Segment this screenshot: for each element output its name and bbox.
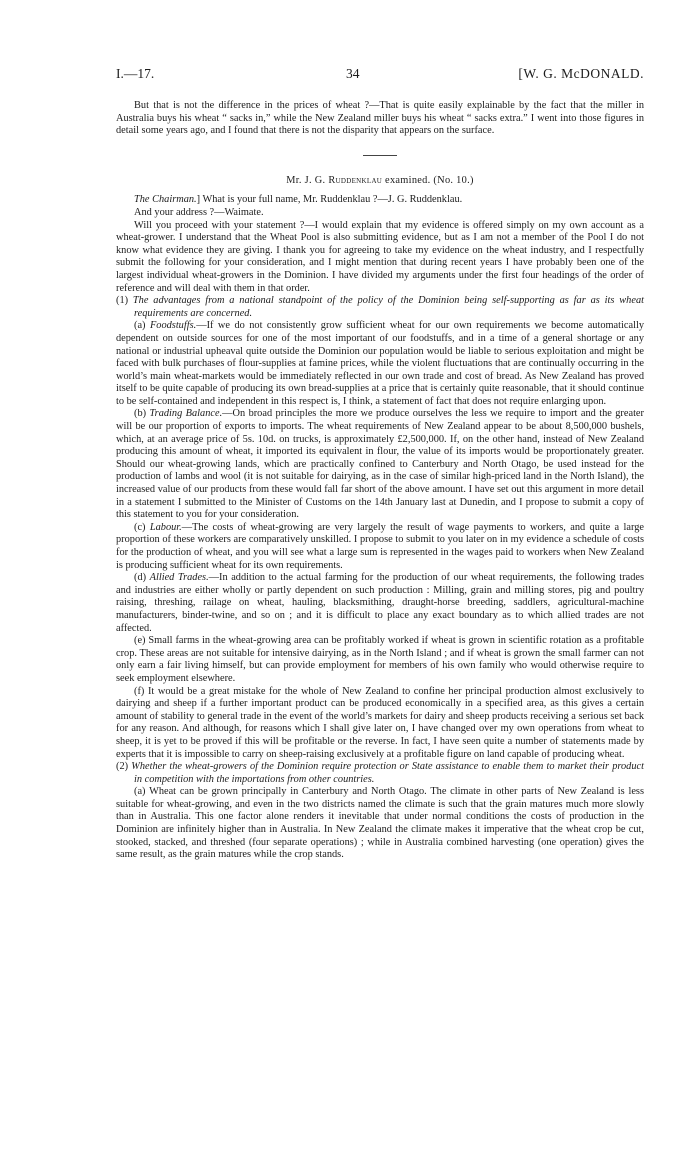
chairman-label: The Chairman. xyxy=(134,194,197,206)
para-f-label: (f) xyxy=(134,685,145,697)
question-name-text: ] What is your full name, Mr. Ruddenklau ?—J. G. Ruddenklau. xyxy=(196,194,463,206)
para-e-small-farms xyxy=(116,635,644,685)
question-address: And your address ?—Waimate. xyxy=(134,206,264,218)
para-e-text: Small farms in the wheat-growing area can be profitably worked if wheat is grown in scientific rotation as a profitable crop. These areas are not suitable for intensive dairying, as in the North Island ; and if wheat is grown the small farmer can not only earn a fair living himself, but can provide employment for members of his own family who would otherwise require to seek employment elsewhere. xyxy=(116,635,644,684)
para-f-stability xyxy=(116,686,644,762)
section-divider xyxy=(363,155,397,156)
para-a-text: —If we do not consistently grow sufficient wheat for our own requirements we become automatically dependent on outside sources for one of the most important of our foodstuffs, and in a time of a general shortage or any national or industrial upheaval quite outside the Dominion our population would be liable to serious exploitation and might be faced with bulk purchases of flour-supplies at famine prices, while the violent fluctuations that are continually occurring in the world’s main wheat-markets would be immediately reflected in our own trade and cost of bread. As New Zealand has proved itself to be quite capable of producing its own bread-supplies at a price that is certainly quite reasonable, that it should continue to be self-contained and independent in this respect is, I think, a statement of fact that does not require enlarging upon. xyxy=(116,320,644,407)
para-2a-climate xyxy=(116,786,644,862)
witness-heading-prefix: Mr. J. G. xyxy=(286,174,326,186)
heading-1-text: The advantages from a national standpoint of the policy of the Dominion being self-supporting as far as its wheat requirements are concerned. xyxy=(132,295,644,319)
para-b-title: Trading Balance. xyxy=(149,408,223,420)
para-a-label: (a) xyxy=(134,320,146,332)
heading-2-text: Whether the wheat-growers of the Dominion require protection or State assistance to enable them to market their product in competition with the importations from other countries. xyxy=(131,761,644,785)
report-code: I.—17. xyxy=(116,66,155,81)
para-b-label: (b) xyxy=(134,408,147,420)
para-b-trading-balance xyxy=(116,408,644,521)
para-f-text: It would be a great mistake for the whole of New Zealand to confine her principal production almost exclusively to dairying and sheep if a further important product can be produced economically in a specified area, as this gives a certain amount of stability to general trade in the event of the world’s markets for dairy and sheep products receiving a serious set back for any reason. And although, for reasons which I shall give later on, I have changed over my own operations from wheat to sheep, it is yet to be proved if this will be profitable or the reverse. In fact, I have seen quite a number of statements made by experts that it is impossible to carry on sheep-raising exclusively at a profitable figure on land capable of producing wheat. xyxy=(116,685,644,760)
para-a-title: Foodstuffs. xyxy=(149,320,197,332)
page-number: 34 xyxy=(346,66,360,81)
witness-heading-name: Ruddenklau xyxy=(328,174,383,186)
para-2a-text: Wheat can be grown principally in Canterbury and North Otago. The climate in other parts of New Zealand is less suitable for wheat-growing, and even in the two districts named the climate is such that the grain matures much more slowly than in Australia. This one factor alone renders it inevitable that under normal conditions the costs of production in the Dominion are infinitely higher than in Australia. In New Zealand the climate makes it imperative that the wheat crop be cut, stooked, stacked, and threshed (four separate operations) ; while in Australia combined harvesting (one operation) gives the same result, as the grain matures while the crop stands. xyxy=(116,786,644,861)
question-name xyxy=(116,194,644,207)
para-d-title: Allied Trades. xyxy=(149,572,209,584)
para-a-foodstuffs xyxy=(116,320,644,408)
witness-heading xyxy=(116,175,644,188)
para-d-allied-trades xyxy=(116,572,644,635)
top-paragraph: But that is not the difference in the prices of wheat ?—That is quite easily explainable by the fact that the miller in Australia buys his wheat “ sacks in,” while the New Zealand miller buys his wheat “ sacks extra.” I went into those figures in detail some years ago, and I found that there is not the disparity that appears on the surface. xyxy=(116,100,644,137)
para-d-label: (d) xyxy=(134,572,147,584)
para-b-text: —On broad principles the more we produce ourselves the less we require to import and the greater will be our proportion of exports to imports. The wheat requirements of New Zealand appear to be about 8,500,000 bushels, which, at an average price of 5s. 10d. on trucks, is approximately £2,500,000. If, on the other hand, instead of New Zealand producing this amount of wheat, it imported its equivalent in flour, the value of its imports would be proportionately greater. Should our wheat-growing lands, which are practically confined to Canterbury and North Otago, be used instead for the production of lambs and wool (it is not suitable for dairying, as in the case of similar high-priced land in the North Island), the increased value of our products from these would fall far short of the above amount. I have set out this argument in more detail in a statement I submitted to the Minister of Customs on the 14th January last at Dunedin, and I propose to submit a copy of this statement to you for your consideration. xyxy=(116,408,644,521)
para-e-label: (e) xyxy=(134,635,146,647)
para-c-labour xyxy=(116,522,644,572)
statement-paragraph: Will you proceed with your statement ?—I would explain that my evidence is offered simply on my own account as a wheat-grower. I understand that the Wheat Pool is also submitting evidence, but as I am not a member of the Pool I do not know what evidence they are giving. I thank you for agreeing to take my evidence on the wheat industry, and I respectfully submit the following for your consideration, and I might mention that during recent years I have probably been one of the largest individual wheat-growers in the Dominion. I have divided my arguments under the first four headings of the order of reference and will deal with them in that order. xyxy=(116,219,644,294)
witness-heading-suffix: examined. (No. 10.) xyxy=(385,174,474,186)
para-c-title: Labour. xyxy=(149,521,182,533)
para-2a-label: (a) xyxy=(134,786,146,798)
page-header xyxy=(116,66,644,88)
witness-name: [W. G. McDONALD. xyxy=(518,66,644,81)
heading-1 xyxy=(116,295,644,320)
para-c-text: —The costs of wheat-growing are very largely the result of wage payments to workers, and quite a large proportion of these workers are comparatively unskilled. I propose to submit to you later on in my evidence a schedule of costs for the production of wheat, and you will see what a large sum is represented in the wages paid to workers when New Zealand is producing sufficient wheat for its own requirements. xyxy=(116,521,644,571)
para-c-label: (c) xyxy=(134,521,146,533)
heading-1-number: (1) xyxy=(116,295,129,307)
heading-2-number: (2) xyxy=(116,761,129,773)
heading-2 xyxy=(116,761,644,786)
para-d-text: —In addition to the actual farming for the production of our wheat requirements, the following trades and industries are either wholly or partly dependent on such production : Milling, grain and milling stores, pig and poultry raising, threshing, railage on wheat, hauling, blacksmithing, draught-horse breeding, saddlers, agricultural-machine manufacturers, binder-twine, and so on ; and it is difficult to place any exact boundary as to which allied trades are not affected. xyxy=(116,572,644,634)
